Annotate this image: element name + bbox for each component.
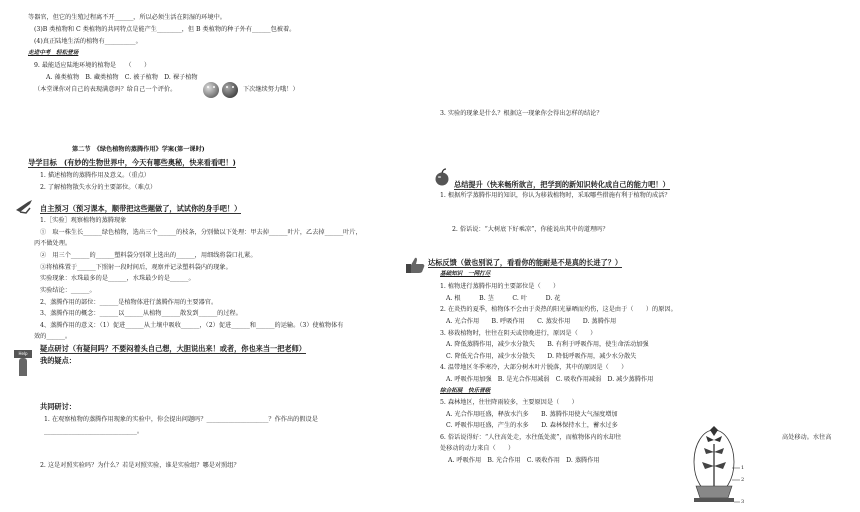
apple-icon — [434, 168, 450, 186]
discuss-question-1: 1. 在观察植物的蒸腾作用现象的实验中，你会提出问题吗？____________________？作作出的假设是 — [44, 416, 318, 423]
test-question-3: 3. 移栽植物时，往往在阴天或傍晚进行，原因是（ ） — [440, 330, 597, 337]
test-question-6-tail: 高处移动。水往高 — [782, 434, 832, 441]
test-question-4: 4. 温带地区冬季寒冷，大部分树木叶片脱落，其中的原因是（ ） — [440, 364, 628, 371]
self-evaluation: （本堂课你对自己的表现满意吗？给自己一个评价。 — [34, 86, 177, 93]
experiment-result: 实验现象：水珠最多的是______，水珠最少的是______。 — [40, 275, 195, 282]
question-9-options: A. 藻类植物 B. 藏类植物 C. 被子植物 D. 裸子植物 — [46, 74, 198, 81]
doubt-heading: 疑点研讨（有疑问吗？不要闷着头自己想，大胆说出来！或者，你也来当一把老师） — [40, 344, 306, 353]
experiment-title: 1.［实验］观察植物的蒸腾现象 — [40, 217, 127, 224]
section-title-exam: 走进中考 轻松登场 — [28, 50, 79, 56]
experiment-step-1b: 丙不做处理。 — [34, 240, 72, 247]
test-question-1: 1. 植物进行蒸腾作用的主要部位是（ ） — [440, 283, 560, 290]
question-9: 9. 最能适应陆地环境的植物是 （ ） — [34, 62, 151, 69]
test-question-2-options: A. 光合作用 B. 呼吸作用 C. 蒸发作用 D. 蒸腾作用 — [446, 318, 617, 325]
point-4b: 效的______。 — [34, 333, 72, 340]
test-question-2: 2. 在炎热的夏季，植物体不会由于炎热的阳光暴晒而灼伤，这是由于（ ）的原因。 — [440, 306, 677, 313]
help-figure-icon — [19, 358, 27, 376]
test-question-6-options: A. 呼吸作用 B. 光合作用 C. 吸收作用 D. 蒸腾作用 — [448, 457, 600, 464]
goal-1: 1. 描述植物的蒸腾作用及意义。（重点） — [40, 172, 150, 179]
point-2: 2、蒸腾作用的部位：______是植物体进行蒸腾作用的主要器官。 — [40, 299, 218, 306]
right-question-3: 3. 实验的现象是什么？根据这一现象你会得出怎样的结论？ — [440, 110, 603, 117]
point-3: 3、蒸腾作用的概念：______以______从植物______散发到______的过程。 — [40, 310, 242, 317]
question-4: (4)真正陆地生活的植物有__________。 — [34, 38, 142, 45]
test-question-6b: 处移动的动力来自（ ） — [440, 445, 515, 452]
test-question-5: 5. 森林地区，往往降雨较多，主要原因是（ ） — [440, 399, 578, 406]
test-question-4-options: A. 呼吸作用加强 B. 是光合作用减弱 C. 吸收作用减弱 D. 减少蒸腾作用 — [446, 376, 654, 383]
summary-question-2: 2. 俗话说：“大树底下好乘凉”，你能说出其中的道理吗？ — [452, 226, 609, 233]
hand-writing-icon — [14, 198, 36, 214]
summary-question-1: 1. 根据所学蒸腾作用的知识，你认为移栽植物时，采取哪些措施有利于植物的成活？ — [440, 192, 671, 199]
smiley-icon — [203, 82, 219, 98]
discuss-heading: 共同研讨： — [40, 402, 76, 411]
test-question-1-options: A. 根 B. 茎 C. 叶 D. 花 — [446, 295, 561, 302]
figure-label-2: 2 — [741, 477, 745, 483]
intro-line: 等器官，但它的生殖过程离不开______，所以必须生活在阴湿的环境中。 — [28, 14, 226, 21]
my-doubt-label: 我的疑点： — [40, 356, 76, 365]
goals-heading: 导学目标 (有妙的生物世界中，今天有哪些奥秘，快来看看吧！) — [28, 158, 236, 167]
extension-title: 综合拓展 快乐晋级 — [440, 388, 491, 394]
basic-knowledge-title: 基础知识 一网打尽 — [440, 271, 491, 277]
test-question-3-option-ab: A. 降低蒸腾作用，减少水分散失 B. 有利于呼吸作用，使生命活动加强 — [446, 341, 649, 348]
point-4: 4、蒸腾作用的意义：（1）促进______从土壤中吸收______，（2）促进______和______的运输。（3）使植物体有 — [40, 322, 344, 329]
figure-label-3: 3 — [741, 499, 745, 505]
test-question-5-option-ab: A. 光合作用旺盛，释放水汽多 B. 蒸腾作用使大气湿度增加 — [446, 411, 618, 418]
goal-2: 2. 了解植物散失水分的主要部位。（难点） — [40, 184, 157, 191]
lesson-title: 第二节 《绿色植物的蒸腾作用》学案(第一课时) — [72, 146, 205, 153]
discuss-question-1b: ______________________________。 — [44, 428, 143, 435]
test-question-6: 6. 俗话说得好：“人往高处走，水往低处流”，而植物体内的水却往 — [440, 434, 622, 441]
test-question-5-option-cd: C. 呼吸作用旺盛，产生的水多 D. 森林保持水土，蓄水过多 — [446, 422, 618, 429]
plant-pot-figure — [688, 422, 748, 506]
question-3: (3)B 类植物和 C 类植物的共同特点是能产生________，但 B 类植物的种子外有______包被着。 — [34, 26, 296, 33]
experiment-step-3: ③将植株置于______下照射一段时间后，观察并记录塑料袋内的现象。 — [40, 264, 232, 271]
test-question-3-option-cd: C. 降低光合作用，减少水分散失 D. 降低呼吸作用，减少水分散失 — [446, 353, 637, 360]
self-evaluation-tail: 下次继续努力哦！） — [243, 86, 299, 93]
help-sign-icon: Help — [14, 350, 32, 358]
sad-face-icon — [222, 82, 238, 98]
experiment-conclusion: 实验结论：______。 — [40, 287, 96, 294]
discuss-question-2: 2. 这是对照实验吗？为什么？若是对照实验，谁是实验组？哪是对照组？ — [40, 462, 240, 469]
experiment-step-1: ① 取一株生长______绿色植物，选出三个______的枝条，分别做以下处理：甲去掉______叶片，乙去掉______叶片， — [40, 229, 362, 236]
test-heading: 达标反馈（做也别说了，看看你的能耐是不是真的长进了？） — [428, 258, 623, 267]
experiment-step-2: ② 用三个______的______塑料袋分别罩上选出的______，用细线将袋口扎紧。 — [40, 252, 257, 259]
summary-heading: 总结提升（快来畅所欲言，把学到的新知识转化成自己的能力吧！） — [454, 180, 670, 189]
thumbs-up-icon — [404, 256, 426, 274]
figure-label-1: 1 — [741, 465, 745, 471]
preview-heading: 自主预习（预习课本，顺带把这些题做了，试试你的身手吧！） — [40, 204, 242, 213]
